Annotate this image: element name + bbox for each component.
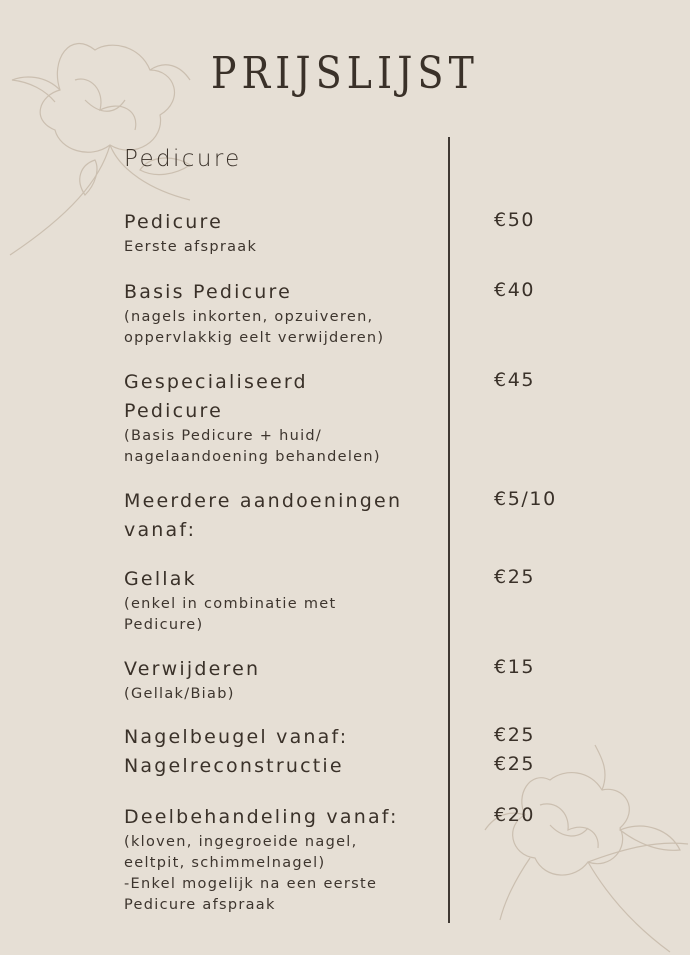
item-name: Gespecialiseerd bbox=[124, 371, 308, 393]
item-price bbox=[494, 485, 557, 514]
item-price bbox=[494, 563, 535, 592]
item-description: Pedicure) bbox=[124, 617, 204, 633]
item-price bbox=[494, 366, 535, 395]
column-divider bbox=[448, 137, 450, 923]
item-name: Nagelbeugel vanaf: bbox=[124, 726, 349, 748]
item-description: eeltpit, schimmelnagel) bbox=[124, 855, 326, 871]
item-price bbox=[494, 801, 535, 830]
price-item bbox=[124, 565, 434, 636]
price-value: €25 bbox=[494, 724, 536, 746]
item-price bbox=[494, 653, 535, 682]
price-value: €20 bbox=[494, 804, 536, 826]
item-price bbox=[494, 276, 535, 305]
price-value: €45 bbox=[494, 369, 536, 391]
item-name: vanaf: bbox=[124, 519, 197, 541]
item-description: (kloven, ingegroeide nagel, bbox=[124, 834, 358, 850]
item-description: Pedicure afspraak bbox=[124, 897, 276, 913]
price-item bbox=[124, 208, 434, 258]
price-value: €15 bbox=[494, 656, 536, 678]
item-description: (Gellak/Biab) bbox=[124, 686, 235, 702]
item-description: oppervlakkig eelt verwijderen) bbox=[124, 330, 385, 346]
price-item bbox=[124, 278, 434, 349]
price-value: €50 bbox=[494, 209, 536, 231]
price-item bbox=[124, 368, 434, 468]
item-description: Eerste afspraak bbox=[124, 239, 258, 255]
item-name: Nagelreconstructie bbox=[124, 755, 344, 777]
item-name: Verwijderen bbox=[124, 658, 261, 680]
item-name: Meerdere aandoeningen bbox=[124, 490, 403, 512]
price-item bbox=[124, 487, 434, 545]
item-name: Basis Pedicure bbox=[124, 281, 292, 303]
item-description: nagelaandoening behandelen) bbox=[124, 449, 381, 465]
price-item bbox=[124, 803, 434, 916]
item-name: Deelbehandeling vanaf: bbox=[124, 806, 399, 828]
section-heading: Pedicure bbox=[124, 146, 242, 172]
price-value: €25 bbox=[494, 753, 536, 775]
item-name: Pedicure bbox=[124, 211, 223, 233]
item-description: (Basis Pedicure + huid/ bbox=[124, 428, 323, 444]
item-description: (enkel in combinatie met bbox=[124, 596, 337, 612]
item-description: -Enkel mogelijk na een eerste bbox=[124, 876, 378, 892]
item-name: Pedicure bbox=[124, 400, 223, 422]
item-price bbox=[494, 721, 535, 779]
price-item bbox=[124, 655, 434, 705]
item-name: Gellak bbox=[124, 568, 197, 590]
price-value: €40 bbox=[494, 279, 536, 301]
price-value: €5/10 bbox=[494, 488, 557, 510]
item-description: (nagels inkorten, opzuiveren, bbox=[124, 309, 374, 325]
price-item bbox=[124, 723, 434, 781]
page-title: PRIJSLIJST bbox=[211, 48, 479, 99]
price-value: €25 bbox=[494, 566, 536, 588]
item-price bbox=[494, 206, 535, 235]
